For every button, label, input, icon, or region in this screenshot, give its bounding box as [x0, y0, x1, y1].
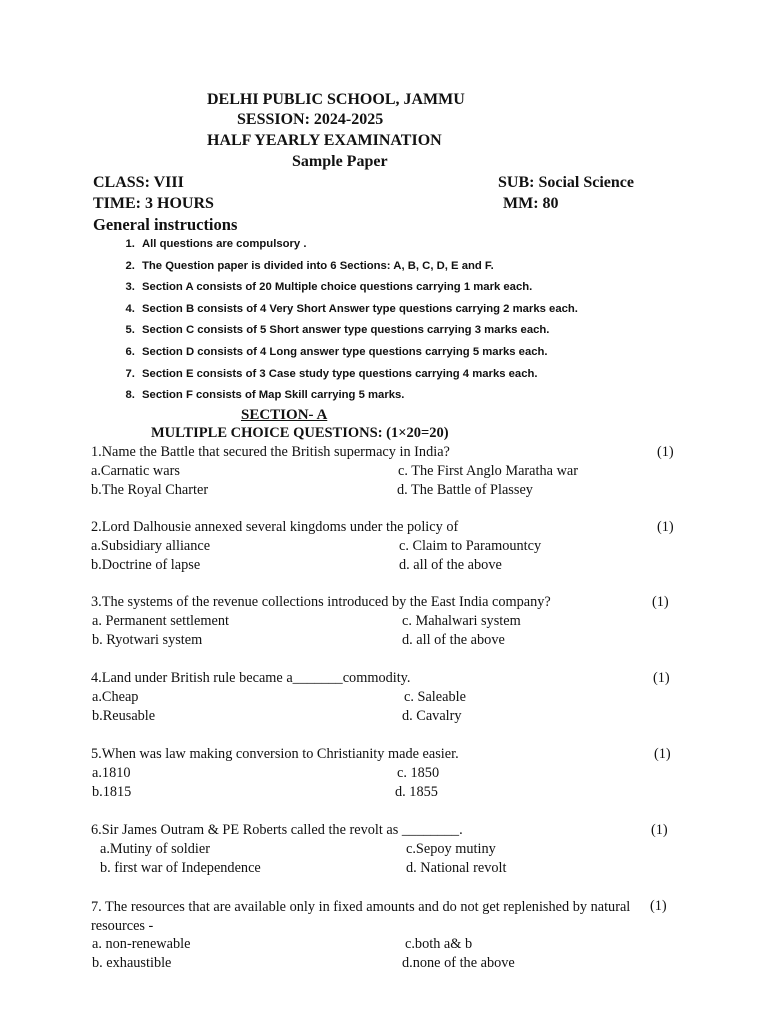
- question-text: 2.Lord Dalhousie annexed several kingdoms under the policy of: [91, 519, 459, 535]
- exam-title: HALF YEARLY EXAMINATION: [207, 132, 442, 149]
- option-c: c.Sepoy mutiny: [406, 841, 496, 857]
- question-3: [91, 593, 691, 650]
- question-4: [91, 669, 691, 726]
- question-mark: (1): [657, 519, 674, 535]
- option-c: c. Mahalwari system: [402, 613, 521, 629]
- section-a-title: SECTION- A: [241, 407, 328, 423]
- question-1: [91, 443, 691, 500]
- question-mark: (1): [653, 670, 670, 686]
- instruction-item: 4. Section B consists of 4 Very Short Answer type questions carrying 2 marks each.: [138, 301, 578, 323]
- question-text: 1.Name the Battle that secured the British supermacy in India?: [91, 444, 450, 460]
- question-text: 3.The systems of the revenue collections introduced by the East India company?: [91, 594, 551, 610]
- option-d: d. The Battle of Plassey: [397, 482, 533, 498]
- option-b: b. exhaustible: [92, 955, 172, 971]
- instruction-item: 7. Section E consists of 3 Case study type questions carrying 4 marks each.: [138, 366, 578, 388]
- mcq-heading: MULTIPLE CHOICE QUESTIONS: (1×20=20): [151, 425, 449, 441]
- instruction-item: 2. The Question paper is divided into 6 Sections: A, B, C, D, E and F.: [138, 258, 578, 280]
- question-7: [91, 898, 691, 973]
- instruction-item: 1. All questions are compulsory .: [138, 236, 578, 258]
- question-mark: (1): [650, 898, 667, 914]
- option-b: b.1815: [92, 784, 132, 800]
- option-c: c. Saleable: [404, 689, 466, 705]
- instruction-item: 8. Section F consists of Map Skill carrying 5 marks.: [138, 387, 578, 409]
- question-6: [91, 821, 691, 878]
- question-mark: (1): [652, 594, 669, 610]
- option-b: b.Doctrine of lapse: [91, 557, 201, 573]
- instruction-item: 6. Section D consists of 4 Long answer type questions carrying 5 marks each.: [138, 344, 578, 366]
- instruction-item: 5. Section C consists of 5 Short answer type questions carrying 3 marks each.: [138, 322, 578, 344]
- option-d: d. all of the above: [399, 557, 502, 573]
- option-b: b. Ryotwari system: [92, 632, 203, 648]
- question-text: 7. The resources that are available only in fixed amounts and do not get replenished by natural resources -: [91, 899, 631, 934]
- question-text: 6.Sir James Outram & PE Roberts called the revolt as ________.: [91, 822, 463, 838]
- option-b: b. first war of Independence: [100, 860, 261, 876]
- option-d: d.none of the above: [402, 955, 515, 971]
- question-mark: (1): [654, 746, 671, 762]
- option-c: c. The First Anglo Maratha war: [398, 463, 578, 479]
- max-marks-label: MM: 80: [503, 195, 559, 212]
- option-c: c. Claim to Paramountcy: [399, 538, 542, 554]
- option-c: c.both a& b: [405, 936, 473, 952]
- option-a: a.Carnatic wars: [91, 463, 180, 479]
- option-a: a.Subsidiary alliance: [91, 538, 211, 554]
- option-a: a.Cheap: [92, 689, 139, 705]
- option-a: a. Permanent settlement: [92, 613, 229, 629]
- question-text: 5.When was law making conversion to Christianity made easier.: [91, 746, 459, 762]
- option-d: d. all of the above: [402, 632, 505, 648]
- paper-type: Sample Paper: [292, 153, 388, 170]
- option-d: d. National revolt: [406, 860, 507, 876]
- option-a: a.1810: [92, 765, 131, 781]
- option-b: b.Reusable: [92, 708, 156, 724]
- question-5: [91, 745, 691, 802]
- option-d: d. 1855: [395, 784, 438, 800]
- instruction-item: 3. Section A consists of 20 Multiple choice questions carrying 1 mark each.: [138, 279, 578, 301]
- question-text: 4.Land under British rule became a_______commodity.: [91, 670, 411, 686]
- time-label: TIME: 3 HOURS: [93, 195, 214, 212]
- instructions-heading: General instructions: [93, 215, 238, 234]
- session-line: SESSION: 2024-2025: [237, 111, 384, 128]
- question-mark: (1): [657, 444, 674, 460]
- option-b: b.The Royal Charter: [91, 482, 209, 498]
- school-name: DELHI PUBLIC SCHOOL, JAMMU: [207, 91, 465, 108]
- class-label: CLASS: VIII: [93, 174, 184, 191]
- question-2: [91, 518, 691, 575]
- question-mark: (1): [651, 822, 668, 838]
- option-c: c. 1850: [397, 765, 440, 781]
- option-a: a. non-renewable: [92, 936, 191, 952]
- option-d: d. Cavalry: [402, 708, 462, 724]
- instructions-list: [93, 236, 578, 409]
- option-a: a.Mutiny of soldier: [100, 841, 210, 857]
- subject-label: SUB: Social Science: [498, 174, 634, 191]
